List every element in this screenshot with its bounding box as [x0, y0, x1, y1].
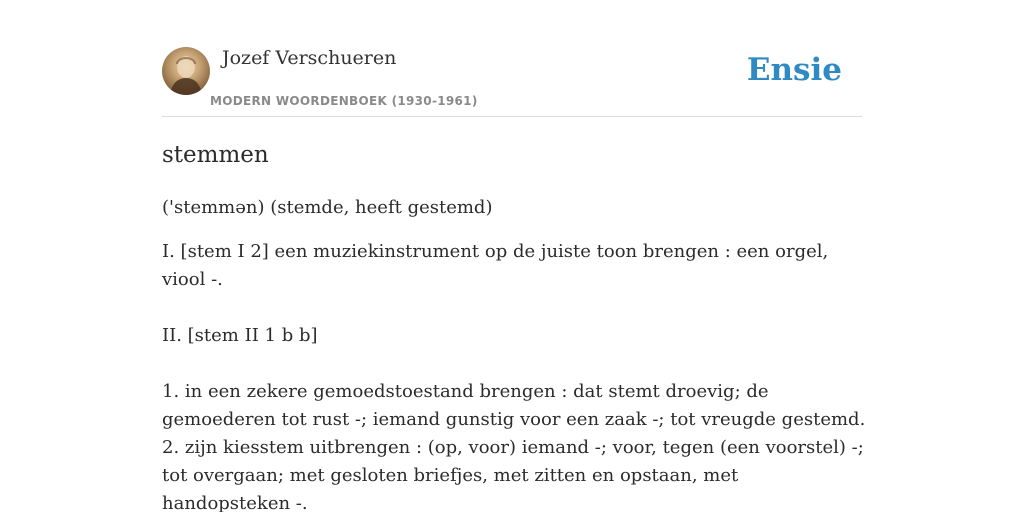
portrait-icon [162, 47, 210, 95]
author-name[interactable]: Jozef Verschueren [222, 47, 397, 69]
source-label[interactable]: MODERN WOORDENBOEK (1930-1961) [210, 94, 478, 108]
entry-word: stemmen [162, 142, 269, 168]
brand-logo[interactable]: Ensie [746, 52, 842, 88]
entry-definition: I. [stem I 2] een muziekinstrument op de juiste toon brengen : een orgel, viool -. II. [stem II 1 b b] 1. in een zekere gemoedstoestand brengen : dat stemt droevig; de gemoederen tot rust -; iemand gunstig voor een zaak -; tot vreugde gestemd. 2. zijn kiesstem uitbrengen : (op, voor) iemand -; voor, tegen (een voorstel) -; tot overgaan; met gesloten briefjes, met zitten en opstaan, met handopsteken -. [162, 241, 866, 512]
entry-content [162, 140, 872, 512]
entry-pronunciation: ('stemmən) (stemde, heeft gestemd) [162, 197, 493, 218]
author-header [162, 46, 862, 117]
author-avatar[interactable] [162, 47, 210, 95]
